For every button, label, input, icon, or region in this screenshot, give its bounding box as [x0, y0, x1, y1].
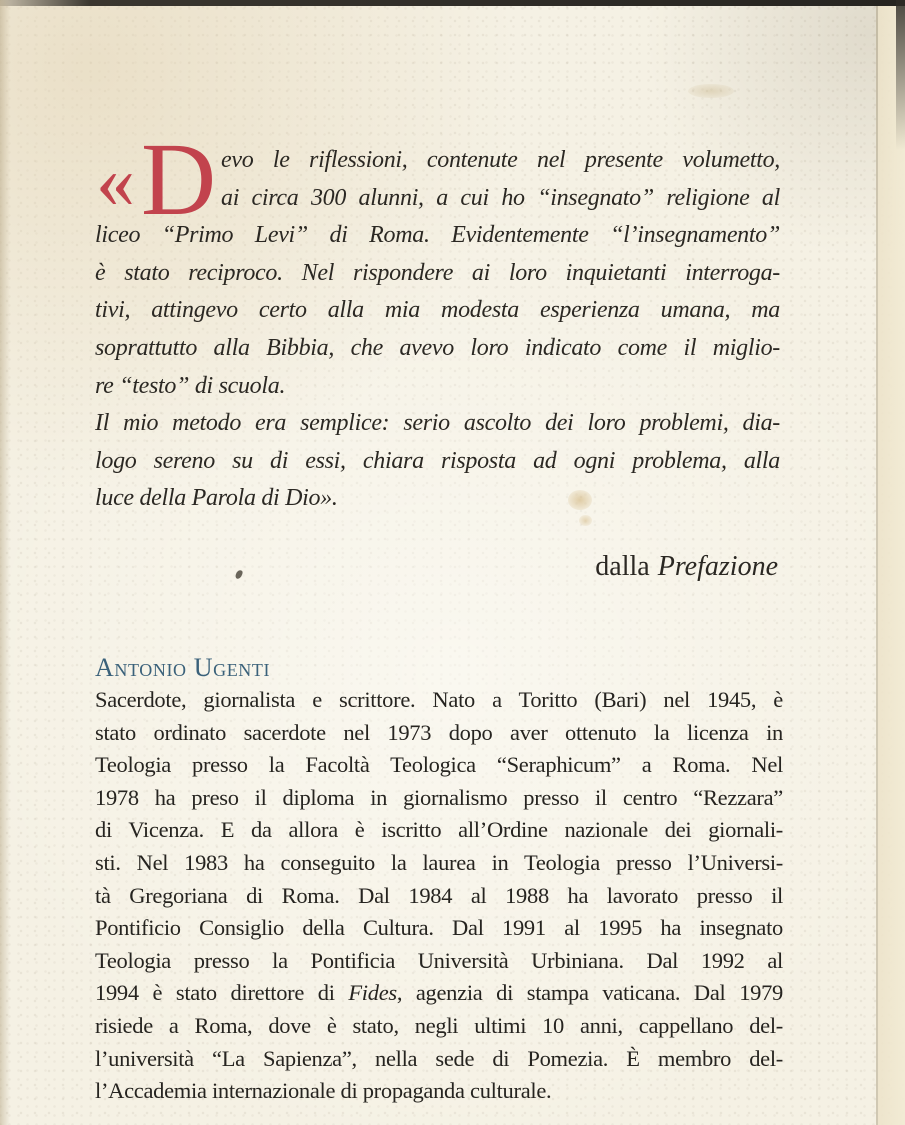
quote-line: liceo “Primo Levi” di Roma. Evidentemente “l’insegnamento”: [95, 222, 780, 249]
quote-line: logo sereno su di essi, chiara risposta ad ogni problema, alla: [95, 447, 780, 474]
author-name: Antonio Ugenti: [95, 653, 271, 682]
bio-line-part: 1994 è stato direttore di: [95, 980, 349, 1006]
quote-attribution: [95, 549, 778, 585]
quote-line: luce della Parola di Dio».: [95, 485, 338, 512]
scan-edge-left: [0, 0, 10, 1125]
quote-line: soprattutto alla Bibbia, che avevo loro indicato come il miglio-: [95, 334, 780, 361]
page-right-margin-shade: [878, 6, 905, 1125]
quote-line: re “testo” di scuola.: [95, 372, 286, 399]
bio-line: l’università “La Sapienza”, nella sede di Pomezia. È membro del-: [95, 1045, 783, 1071]
scan-edge-top-right: [896, 0, 905, 150]
bio-line-part: , agenzia di stampa vaticana. Dal 1979: [396, 980, 783, 1006]
quote-line: è stato reciproco. Nel rispondere ai loro inquietanti interroga-: [95, 259, 780, 286]
bio-line: [95, 977, 783, 1010]
quote-line: ai circa 300 alunni, a cui ho “insegnato” religione al: [221, 184, 780, 211]
attribution-prefix: dalla: [595, 551, 650, 582]
bio-line: Teologia presso la Facoltà Teologica “Seraphicum” a Roma. Nel: [95, 752, 783, 778]
bio-line: l’Accademia internazionale di propaganda culturale.: [95, 1078, 552, 1104]
bio-line: stato ordinato sacerdote nel 1973 dopo aver ottenuto la licenza in: [95, 719, 783, 745]
quote-line: Il mio metodo era semplice: serio ascolto dei loro problemi, dia-: [95, 410, 780, 437]
bio-line: Sacerdote, giornalista e scrittore. Nato a Toritto (Bari) nel 1945, è: [95, 687, 783, 712]
quote-line: tivi, attingevo certo alla mia modesta esperienza umana, ma: [95, 297, 780, 324]
bio-line: risiede a Roma, dove è stato, negli ultimi 10 anni, cappellano del-: [95, 1012, 783, 1038]
paper-smudge: [688, 84, 734, 98]
bio-line: Pontificio Consiglio della Cultura. Dal 1991 al 1995 ha insegnato: [95, 915, 783, 941]
bio-line-italic-title: Fides: [348, 980, 397, 1006]
scan-edge-top: [0, 0, 905, 6]
preface-quote: [95, 122, 780, 518]
drop-cap-letter: D: [141, 122, 217, 237]
bio-line: 1978 ha preso il diploma in giornalismo presso il centro “Rezzara”: [95, 784, 783, 810]
open-guillemet-mark: «: [96, 137, 135, 224]
quote-line: evo le riflessioni, contenute nel presente volumetto,: [221, 147, 780, 173]
page-crease-line: [876, 6, 878, 1125]
attribution-title: Prefazione: [657, 551, 778, 582]
bio-line: Teologia presso la Pontificia Università Urbiniana. Dal 1992 al: [95, 947, 783, 973]
author-bio: [95, 652, 783, 1108]
bio-line: sti. Nel 1983 ha conseguito la laurea in Teologia presso l’Universi-: [95, 849, 783, 875]
bio-line: di Vicenza. E da allora è iscritto all’Ordine nazionale dei giornali-: [95, 817, 783, 843]
bio-line: tà Gregoriana di Roma. Dal 1984 al 1988 ha lavorato presso il: [95, 882, 783, 908]
